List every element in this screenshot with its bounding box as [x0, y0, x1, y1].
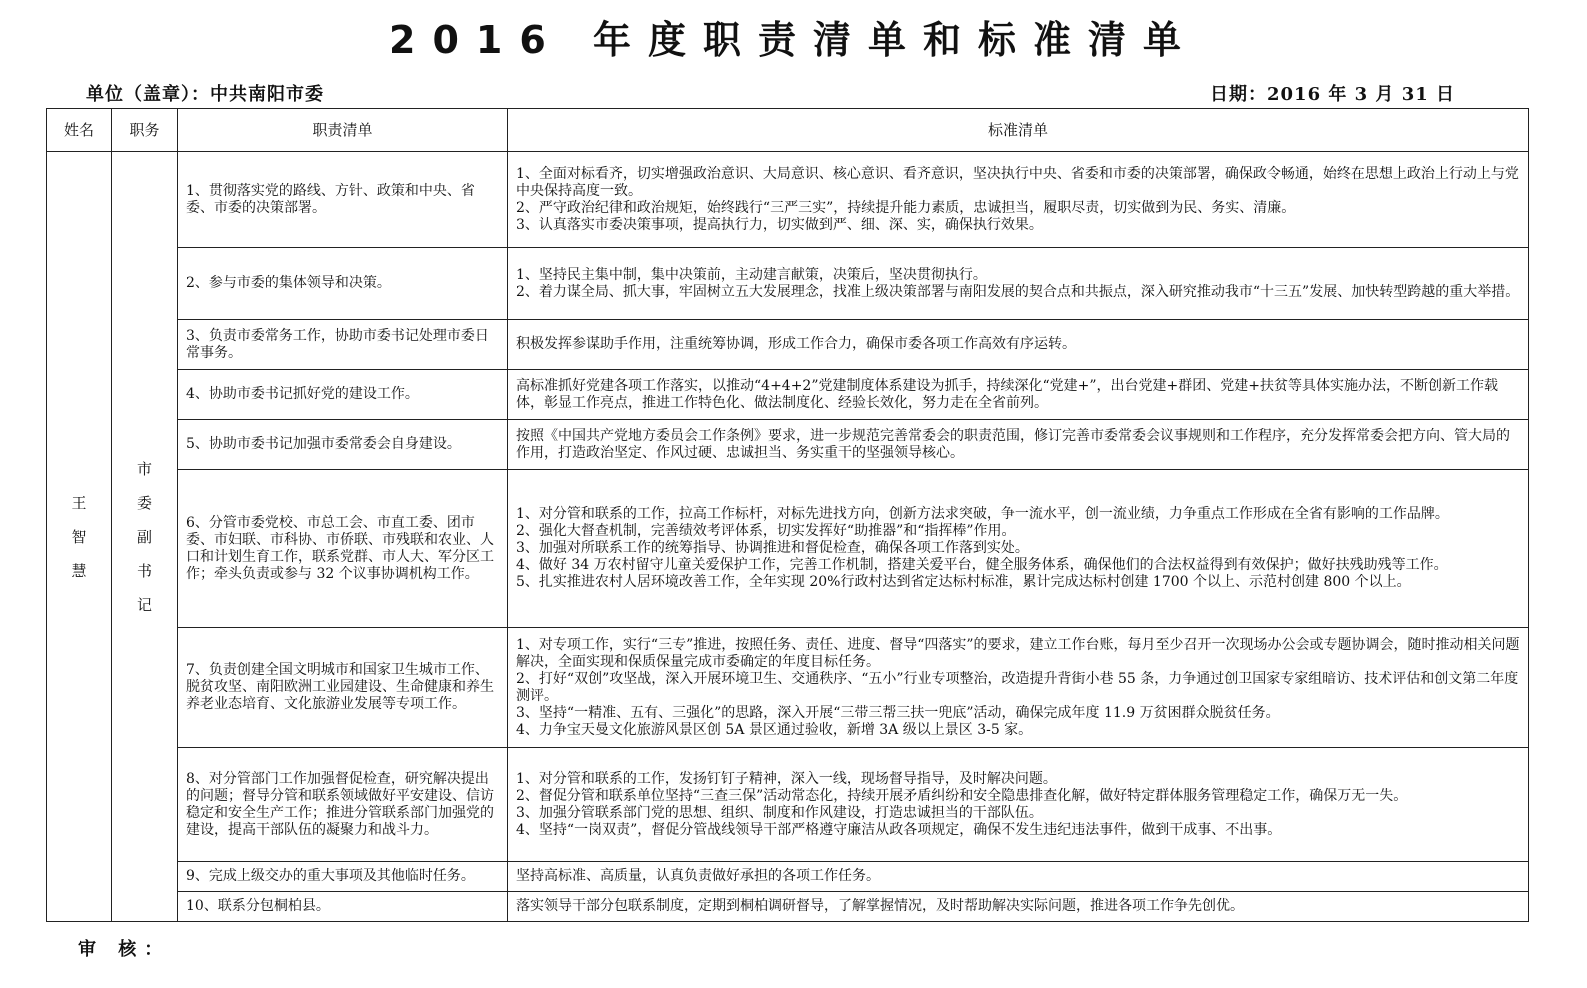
header-name: 姓名: [47, 109, 112, 152]
header-standards: 标准清单: [508, 109, 1529, 152]
standard-cell: [508, 748, 1529, 862]
standard-line: 1、坚持民主集中制，集中决策前，主动建言献策，决策后，坚决贯彻执行。: [516, 266, 987, 283]
table-header-row: [47, 109, 1529, 152]
person-name-char: 慧: [71, 561, 87, 580]
standard-line: 4、做好 34 万农村留守儿童关爱保护工作，完善工作机制，搭建关爱平台，健全服务体系，确保他们的合法权益得到有效保护；做好扶残助残等工作。: [516, 557, 1448, 573]
standard-line: 积极发挥参谋助手作用，注重统筹协调，形成工作合力，确保市委各项工作高效有序运转。: [516, 336, 1076, 352]
header-role: 职务: [112, 109, 178, 152]
duty-cell: 3、负责市委常务工作，协助市委书记处理市委日常事务。: [178, 320, 508, 370]
standard-line: 1、对专项工作，实行“三专”推进，按照任务、责任、进度、督导“四落实”的要求，建立工作台账，每月至少召开一次现场办公会或专题协调会，随时推动相关问题解决，全面实现和保质保量完成市委确定的年度目标任务。: [516, 636, 1520, 670]
table-row: [47, 748, 1529, 862]
table-row: [47, 320, 1529, 370]
duty-table: [46, 108, 1529, 922]
standard-line: 2、严守政治纪律和政治规矩，始终践行“三严三实”，持续提升能力素质，忠诚担当，履职尽责，切实做到为民、务实、清廉。: [516, 199, 1296, 216]
document-title: 2016 年度职责清单和标准清单: [389, 18, 1198, 62]
table-row: [47, 420, 1529, 470]
standard-line: 3、加强分管联系部门党的思想、组织、制度和作风建设，打造忠诚担当的干部队伍。: [516, 804, 1043, 821]
standard-line: 2、着力谋全局、抓大事，牢固树立五大发展理念，找准上级决策部署与南阳发展的契合点和共振点，深入研究推动我市“十三五”发展、加快转型跨越的重大举措。: [516, 283, 1520, 300]
standard-cell: [508, 370, 1529, 420]
duty-cell: 5、协助市委书记加强市委常委会自身建设。: [178, 420, 508, 470]
table-row: [47, 892, 1529, 922]
table-row: [47, 152, 1529, 248]
duty-cell: 10、联系分包桐柏县。: [178, 892, 508, 922]
header-duties: 职责清单: [178, 109, 508, 152]
duty-cell: 4、协助市委书记抓好党的建设工作。: [178, 370, 508, 420]
duty-cell: 9、完成上级交办的重大事项及其他临时任务。: [178, 862, 508, 892]
table-body: [47, 152, 1529, 922]
standard-line: 1、对分管和联系的工作，发扬钉钉子精神，深入一线，现场督导指导，及时解决问题。: [516, 770, 1057, 787]
standard-cell: [508, 152, 1529, 248]
person-role-char: 记: [136, 595, 152, 614]
audit-label: 审 核：: [78, 939, 171, 960]
standard-line: 3、认真落实市委决策事项，提高执行力，切实做到严、细、深、实，确保执行效果。: [516, 216, 1043, 233]
standard-cell: [508, 862, 1529, 892]
standard-cell: [508, 892, 1529, 922]
standard-line: 1、全面对标看齐，切实增强政治意识、大局意识、核心意识、看齐意识，坚决执行中央、省委和市委的决策部署，确保政令畅通，始终在思想上政治上行动上与党中央保持高度一致。: [516, 165, 1519, 199]
standard-line: 4、坚持“一岗双责”，督促分管战线领导干部严格遵守廉洁从政各项规定，确保不发生违纪违法事件，做到干成事、不出事。: [516, 821, 1282, 838]
standard-cell: [508, 420, 1529, 470]
standard-line: 4、力争宝天曼文化旅游风景区创 5A 景区通过验收，新增 3A 级以上景区 3-5 家。: [516, 721, 1033, 738]
standard-cell: [508, 470, 1529, 628]
person-name-char: 智: [71, 527, 87, 546]
duty-cell: 2、参与市委的集体领导和决策。: [178, 248, 508, 320]
table-row: [47, 862, 1529, 892]
unit-label: 单位（盖章）：中共南阳市委: [86, 84, 324, 105]
duty-cell: 6、分管市委党校、市总工会、市直工委、团市委、市妇联、市科协、市侨联、市残联和农业、人口和计划生育工作，联系党群、市人大、军分区工作；牵头负责或参与 32 个议事协调机构工作。: [178, 470, 508, 628]
duty-cell: 8、对分管部门工作加强督促检查，研究解决提出的问题；督导分管和联系领域做好平安建设、信访稳定和安全生产工作；推进分管联系部门加强党的建设，提高干部队伍的凝聚力和战斗力。: [178, 748, 508, 862]
standard-line: 2、督促分管和联系单位坚持“三查三保”活动常态化，持续开展矛盾纠纷和安全隐患排查化解，做好特定群体服务管理稳定工作，确保万无一失。: [516, 787, 1408, 804]
person-role-cell: [112, 152, 178, 922]
person-role-char: 市: [136, 459, 152, 478]
standard-line: 2、强化大督查机制，完善绩效考评体系，切实发挥好“助推器”和“指挥棒”作用。: [516, 523, 1016, 539]
standard-line: 高标准抓好党建各项工作落实，以推动“4+4+2”党建制度体系建设为抓手，持续深化“党建+”，出台党建+群团、党建+扶贫等具体实施办法，不断创新工作载体，彰显工作亮点，推进工作特色化、做法制度化、经验长效化，努力走在全省前列。: [516, 377, 1498, 411]
table-row: [47, 248, 1529, 320]
table-row: [47, 628, 1529, 748]
standard-line: 坚持高标准、高质量，认真负责做好承担的各项工作任务。: [516, 868, 880, 884]
standard-cell: [508, 320, 1529, 370]
standard-line: 按照《中国共产党地方委员会工作条例》要求，进一步规范完善常委会的职责范围，修订完善市委常委会议事规则和工作程序，充分发挥常委会把方向、管大局的作用，打造政治坚定、作风过硬、忠诚担当、务实重干的坚强领导核心。: [516, 427, 1510, 461]
table-row: [47, 370, 1529, 420]
standard-line: 1、对分管和联系的工作，拉高工作标杆，对标先进找方向，创新方法求突破，争一流水平，创一流业绩，力争重点工作形成在全省有影响的工作品牌。: [516, 506, 1449, 522]
standard-line: 3、坚持“一精准、五有、三强化”的思路，深入开展“三带三帮三扶一兜底”活动，确保完成年度 11.9 万贫困群众脱贫任务。: [516, 704, 1280, 721]
standard-cell: [508, 248, 1529, 320]
standard-line: 3、加强对所联系工作的统筹指导、协调推进和督促检查，确保各项工作落到实处。: [516, 540, 1029, 556]
date-label: 日期：2016 年 3 月 31 日: [1210, 84, 1456, 105]
standard-line: 落实领导干部分包联系制度，定期到桐柏调研督导，了解掌握情况，及时帮助解决实际问题，推进各项工作争先创优。: [516, 898, 1244, 914]
person-role-char: 委: [136, 493, 152, 512]
person-name-char: 王: [71, 493, 87, 512]
duty-cell: 1、贯彻落实党的路线、方针、政策和中央、省委、市委的决策部署。: [178, 152, 508, 248]
duty-cell: 7、负责创建全国文明城市和国家卫生城市工作、脱贫攻坚、南阳欧洲工业园建设、生命健康和养生养老业态培育、文化旅游业发展等专项工作。: [178, 628, 508, 748]
standard-line: 5、扎实推进农村人居环境改善工作，全年实现 20%行政村达到省定达标村标准，累计完成达标村创建 1700 个以上、示范村创建 800 个以上。: [516, 574, 1411, 590]
standard-line: 2、打好“双创”攻坚战，深入开展环境卫生、交通秩序、“五小”行业专项整治，改造提升背街小巷 55 条，力争通过创卫国家专家组暗访、技术评估和创文第二年度测评。: [516, 670, 1519, 704]
person-role-char: 书: [136, 561, 152, 580]
person-name-cell: [47, 152, 112, 922]
person-role-char: 副: [136, 527, 152, 546]
table-row: [47, 470, 1529, 628]
standard-cell: [508, 628, 1529, 748]
